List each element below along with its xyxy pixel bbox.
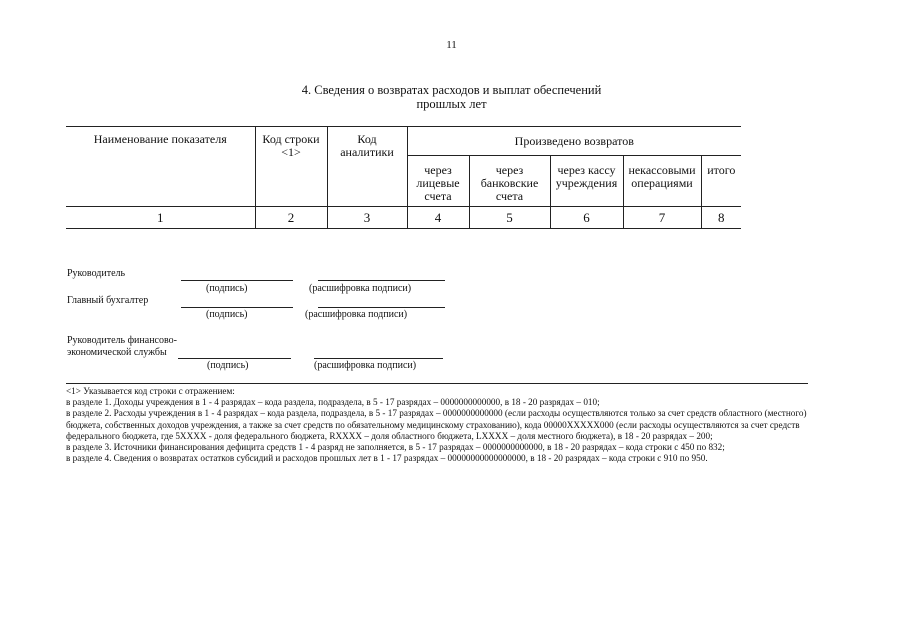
header-sub-text: через (424, 163, 452, 177)
footnote-divider (66, 383, 808, 384)
header-row-code-line1: Код строки (262, 132, 320, 146)
header-sub-text: лицевые (416, 176, 460, 190)
decoding-caption: (расшифровка подписи) (305, 309, 408, 320)
column-number-cell: 5 (469, 207, 550, 229)
signature-caption: (подпись) (206, 309, 248, 320)
header-indicator-name: Наименование показателя (66, 127, 255, 207)
signature-line-fin-head (178, 358, 291, 359)
header-sub-text: счета (424, 189, 452, 203)
signature-label-head: Руководитель (67, 268, 126, 279)
decoding-line-chief-accountant (318, 307, 445, 308)
column-number-cell: 7 (623, 207, 701, 229)
header-analytics-code (327, 127, 407, 207)
signature-line-chief-accountant (181, 307, 293, 308)
header-sub-text: через кассу (557, 163, 616, 177)
header-row-code-line2: <1> (281, 145, 301, 159)
footnotes (66, 386, 836, 464)
column-number-cell: 1 (66, 207, 255, 229)
signature-label-fin-head-line2: экономической службы (67, 347, 167, 358)
footnote-item: в разделе 3. Источники финансирования дефицита средств 1 - 4 разряд не заполняется, в 5 - 17 разрядах – 0000000000000, в 18 - 20 разрядах – кода строки с 450 по 832; (66, 442, 725, 453)
footnote-item: в разделе 2. Расходы учреждения в 1 - 4 разрядах – кода раздела, подраздела, в 5 - 17 разрядах – 0000000000000 (если расходы осуществляются только за счет средств областного (местного) бюджета, собственных доходов учреждения, а также за счет средств по обязательному медицинскому страхованию), кода 00000XXXXX000 (если расходы осуществляются за счет средств федерального бюджета, где 5XXXX - доля федерального бюджета, RXXXX – доля областного бюджета, LXXXX – доля местного бюджета), в 18 - 20 разрядах – 200; (66, 408, 807, 441)
header-sub-text: учреждения (555, 176, 618, 190)
header-sub-text: операциями (631, 176, 693, 190)
decoding-caption: (расшифровка подписи) (309, 283, 412, 294)
signature-label-fin-head-line1: Руководитель финансово- (67, 335, 177, 346)
section-title-line2: прошлых лет (416, 97, 487, 111)
column-number-cell: 4 (407, 207, 469, 229)
page-number: 11 (446, 39, 457, 51)
header-sub-cash-desk (550, 156, 623, 207)
footnote-item: в разделе 1. Доходы учреждения в 1 - 4 разрядах – кода раздела, подраздела, в 5 - 17 разрядах – 0000000000000, в 18 - 20 разрядах – 010; (66, 397, 600, 408)
column-number-cell: 8 (701, 207, 741, 229)
header-sub-personal-accounts (407, 156, 469, 207)
column-number-cell: 6 (550, 207, 623, 229)
table-row-numbers (66, 207, 741, 229)
header-sub-text: банковские (480, 176, 539, 190)
section-title (0, 83, 903, 111)
header-row-code (255, 127, 327, 207)
header-returns-group: Произведено возвратов (407, 127, 741, 156)
header-sub-text: через (495, 163, 524, 177)
header-sub-non-cash (623, 156, 701, 207)
header-sub-text: счета (495, 189, 524, 203)
decoding-caption: (расшифровка подписи) (314, 360, 417, 371)
header-analytics-line1: Код (357, 132, 377, 146)
returns-table (66, 126, 741, 229)
signature-line-head (181, 280, 293, 281)
decoding-line-head (318, 280, 445, 281)
header-sub-text: некассовыми (628, 163, 696, 177)
footnote-title: <1> Указывается код строки с отражением: (66, 386, 235, 396)
section-title-line1: 4. Сведения о возвратах расходов и выплат обеспечений (301, 83, 602, 97)
column-number-cell: 2 (255, 207, 327, 229)
signature-caption: (подпись) (206, 283, 248, 294)
header-sub-total (701, 156, 741, 207)
column-number-cell: 3 (327, 207, 407, 229)
signature-caption: (подпись) (207, 360, 249, 371)
header-sub-bank-accounts (469, 156, 550, 207)
header-analytics-line2: аналитики (340, 145, 394, 159)
decoding-line-fin-head (314, 358, 443, 359)
header-sub-text: итого (707, 163, 736, 177)
footnote-item: в разделе 4. Сведения о возвратах остатков субсидий и расходов прошлых лет в 1 - 17 разрядах – 00000000000000000, в 18 - 20 разрядах – кода строки с 910 по 950. (66, 453, 708, 464)
signature-label-chief-accountant: Главный бухгалтер (67, 295, 149, 306)
